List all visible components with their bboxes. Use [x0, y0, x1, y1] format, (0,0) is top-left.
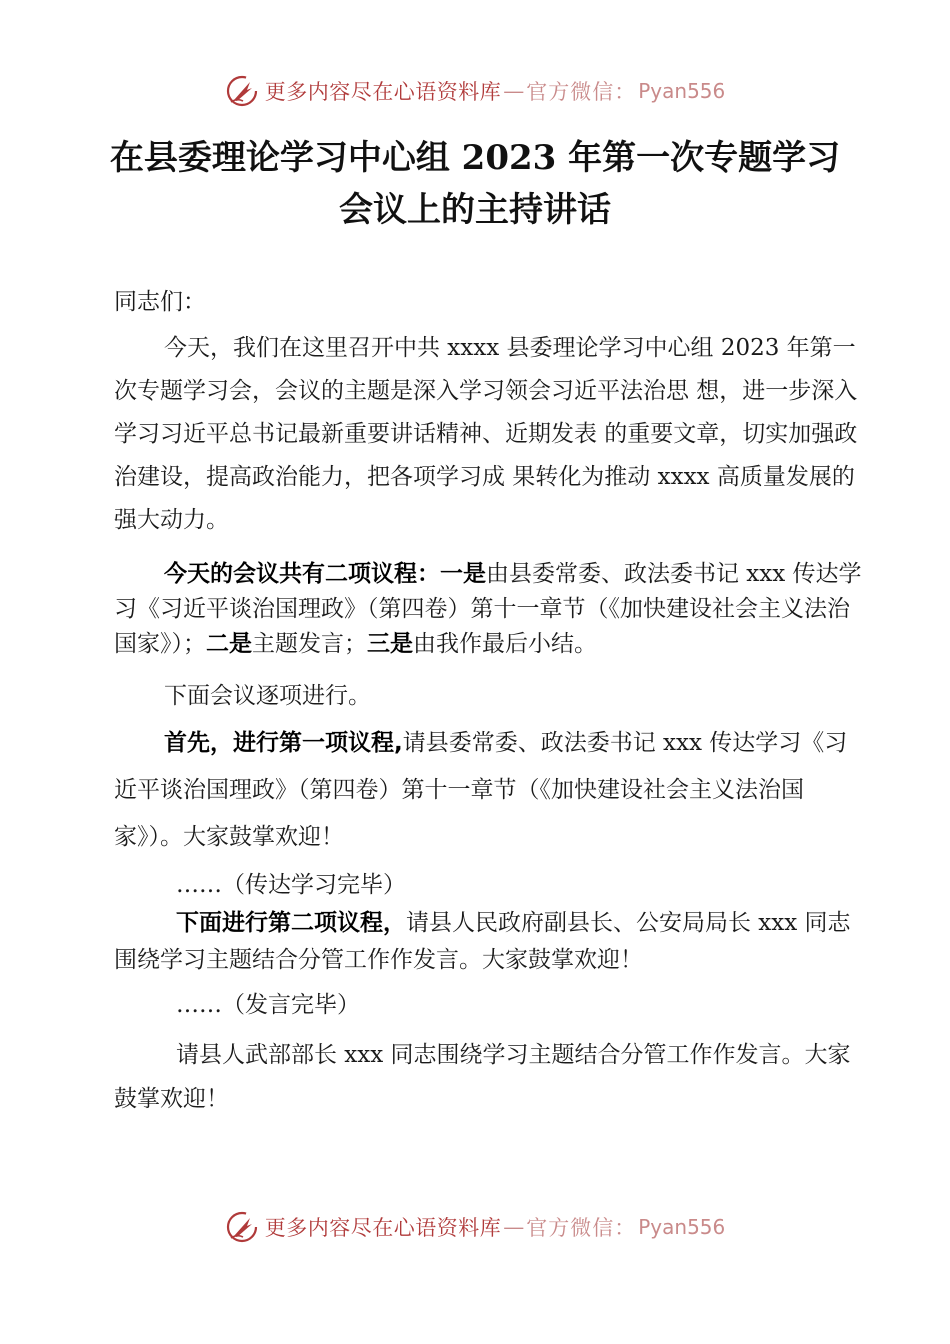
- document-body: [114, 280, 862, 1121]
- paragraph-item-1: [114, 720, 862, 861]
- watermark-separator: —: [503, 1215, 525, 1239]
- paragraph-item-2-done: ……（发言完毕）: [176, 992, 360, 1018]
- agenda-item-2-text: 主题发言；: [252, 631, 367, 657]
- header-watermark: [0, 74, 950, 108]
- item-1-heading: 首先，进行第一项议程,: [164, 730, 403, 756]
- watermark-wechat-id: Pyan556: [638, 1215, 726, 1239]
- watermark-main-text: 更多内容尽在心语资料库: [264, 80, 502, 104]
- agenda-item-3-text: 由我作最后小结。: [413, 631, 597, 657]
- document-title: [0, 132, 950, 236]
- paragraph-opening: 今天，我们在这里召开中共 xxxx 县委理论学习中心组 2023 年第一次专题学习会，会议的主题是深入学习领会习近平法治思 想，进一步深入学习习近平总书记最新重要讲话精神、近期发表 的重要文章，切实加强政治建设，提高政治能力，把各项学习成 果转化为推动 xxxx 高质量发展的强大动力。: [114, 335, 858, 533]
- watermark-separator: —: [503, 79, 525, 103]
- watermark-main-text: 更多内容尽在心语资料库: [264, 1216, 502, 1240]
- quill-logo-icon: [225, 1210, 259, 1244]
- footer-watermark: [0, 1210, 950, 1244]
- paragraph-next-speaker: 请县人武部部长 xxx 同志围绕学习主题结合分管工作作发言。大家鼓掌欢迎！: [114, 1042, 851, 1112]
- title-line-1: 在县委理论学习中心组 2023 年第一次专题学习: [109, 138, 841, 178]
- quill-logo-icon: [225, 74, 259, 108]
- agenda-item-3-marker: 三是: [367, 631, 413, 657]
- watermark-sub-text: 官方微信：: [526, 80, 637, 104]
- item-2-text: 请县人民政府副县长、公安局局长 xxx 同志围绕学习主题结合分管工作作发言。大家鼓掌欢迎！: [114, 910, 851, 973]
- agenda-item-1-text: 由县委常委、政法委书记 xxx 传达学习《习近平谈治国理政》（第四卷）第十一章节（《加快建设社会主义法治国家》）；: [114, 561, 862, 657]
- watermark-wechat-id: Pyan556: [638, 79, 726, 103]
- watermark-sub-text: 官方微信：: [526, 1216, 637, 1240]
- item-1-text: 请县委常委、政法委书记 xxx 传达学习《习近平谈治国理政》（第四卷）第十一章节（《加快建设社会主义法治国家》）。大家鼓掌欢迎！: [114, 730, 848, 850]
- paragraph-agenda: [114, 557, 862, 662]
- title-line-2: 会议上的主持讲话: [339, 190, 611, 230]
- paragraph-item-1-done: ……（传达学习完毕）: [176, 872, 406, 898]
- item-2-heading: 下面进行第二项议程，: [176, 910, 406, 936]
- paragraph-item-2: [114, 905, 862, 979]
- paragraph-proceed: 下面会议逐项进行。: [164, 683, 371, 709]
- agenda-item-2-marker: 二是: [206, 631, 252, 657]
- agenda-heading: 今天的会议共有二项议程：一是: [164, 561, 486, 587]
- salutation: 同志们：: [114, 289, 206, 315]
